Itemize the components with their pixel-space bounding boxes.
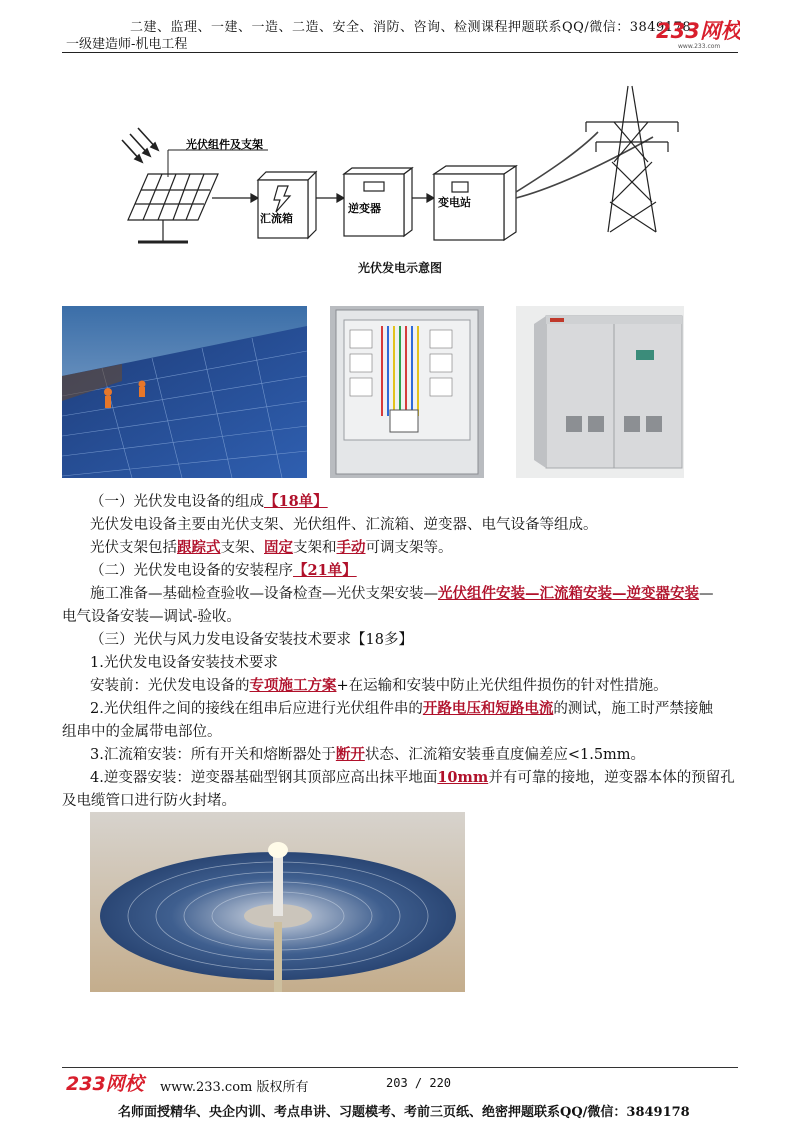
page-number: 203 / 220 — [386, 1076, 452, 1090]
text-span: 光伏支架包括 — [90, 540, 177, 556]
section-3-paragraph-1 — [90, 676, 668, 696]
text-span: 2.光伏组件之间的接线在组串后应进行光伏组件串的 — [90, 701, 423, 717]
pv-diagram — [108, 82, 708, 257]
section-1-tag: 【18单】 — [264, 493, 328, 510]
header-subject: 一级建造师-机电工程 — [66, 37, 188, 52]
highlight-10mm: 10mm — [437, 769, 489, 786]
section-2-tag: 【21单】 — [293, 562, 357, 579]
text-span: 状态、汇流箱安装垂直度偏差应<1.5mm。 — [364, 747, 646, 763]
text-span: 可调支架等。 — [365, 540, 453, 556]
highlight-fixed: 固定 — [264, 539, 293, 556]
text-span: +在运输和安装中防止光伏组件损伤的针对性措施。 — [336, 678, 668, 694]
section-3-paragraph-2-line-1 — [90, 699, 713, 719]
header-contact-line: 二建、监理、一建、一造、二造、安全、消防、咨询、检测课程押题联系QQ/微信：3849178 — [130, 20, 692, 35]
header-logo-url: www.233.com — [678, 43, 721, 50]
section-3-paragraph-4-line-1 — [90, 768, 735, 788]
highlight-open-state: 断开 — [335, 746, 365, 763]
text-span: — — [699, 586, 714, 602]
combiner-box-photo — [330, 306, 484, 478]
text-span: 的测试，施工时严禁接触 — [553, 701, 713, 717]
solar-tower-photo — [90, 812, 465, 992]
highlight-voltage-current: 开路电压和短路电流 — [422, 700, 554, 717]
section-1-paragraph-2 — [90, 538, 453, 558]
section-1-heading — [90, 492, 328, 512]
inverter-photo — [516, 306, 684, 478]
header-rule — [62, 52, 738, 53]
text-span: 4.逆变器安装：逆变器基础型钢其顶部应高出抹平地面 — [90, 770, 438, 786]
section-2-title: （二）光伏发电设备的安装程序 — [90, 563, 293, 579]
solar-panel-photo — [62, 306, 307, 478]
highlight-install-steps: 光伏组件安装—汇流箱安装—逆变器安装 — [438, 585, 699, 602]
highlight-special-plan: 专项施工方案 — [249, 677, 337, 694]
combiner-label: 汇流箱 — [260, 212, 293, 225]
footer-copyright: www.233.com 版权所有 — [160, 1080, 309, 1095]
section-2-paragraph-line-2: 电气设备安装—调试-验收。 — [62, 609, 241, 625]
footer-contact-line: 名师面授精华、央企内训、考点串讲、习题模考、考前三页纸、绝密押题联系QQ/微信：3849178 — [118, 1105, 690, 1120]
transmission-tower-icon — [586, 86, 678, 232]
header-logo — [656, 14, 740, 52]
sunlight-icon — [122, 128, 158, 162]
section-1-title: （一）光伏发电设备的组成 — [90, 494, 264, 510]
solar-panel-icon — [128, 174, 218, 242]
section-2-paragraph-line-1 — [90, 584, 714, 604]
header-logo-text: 233网校 — [656, 19, 740, 43]
section-3-paragraph-2-line-2: 组串中的金属带电部位。 — [62, 724, 222, 740]
highlight-tracking: 跟踪式 — [177, 539, 221, 556]
text-span: 3.汇流箱安装：所有开关和熔断器处于 — [90, 747, 336, 763]
text-span: 并有可靠的接地，逆变器本体的预留孔 — [488, 770, 735, 786]
footer-logo-text: 233网校 — [66, 1073, 144, 1095]
highlight-manual: 手动 — [336, 539, 366, 556]
footer-rule — [62, 1067, 738, 1068]
diagram-caption: 光伏发电示意图 — [358, 261, 443, 275]
combiner-box-icon — [258, 172, 316, 238]
section-3-heading: （三）光伏与风力发电设备安装技术要求【18多】 — [90, 632, 413, 648]
section-2-heading — [90, 561, 357, 581]
substation-label: 变电站 — [438, 196, 471, 209]
text-span: 支架、 — [220, 540, 264, 556]
footer-logo — [66, 1070, 148, 1096]
text-span: 支架和 — [293, 540, 337, 556]
inverter-label: 逆变器 — [348, 202, 381, 215]
text-span: 安装前：光伏发电设备的 — [90, 678, 250, 694]
panel-label: 光伏组件及支架 — [186, 138, 263, 151]
section-3-paragraph-4-line-2: 及电缆管口进行防火封堵。 — [62, 793, 236, 809]
section-1-paragraph-1: 光伏发电设备主要由光伏支架、光伏组件、汇流箱、逆变器、电气设备等组成。 — [90, 517, 598, 533]
text-span: 施工准备—基础检查验收—设备检查—光伏支架安装— — [90, 586, 438, 602]
section-3-paragraph-3 — [90, 745, 645, 765]
section-3-subheading: 1.光伏发电设备安装技术要求 — [90, 655, 278, 671]
